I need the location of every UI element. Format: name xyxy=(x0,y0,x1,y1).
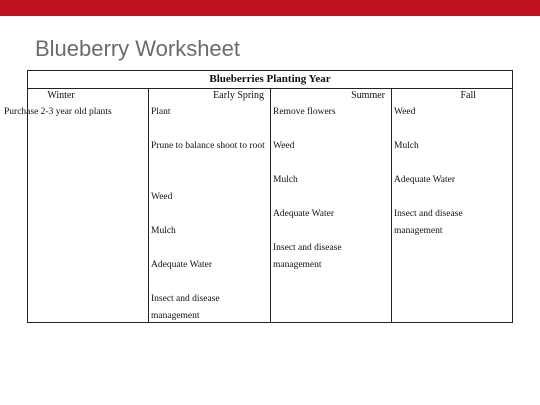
table-title: Blueberries Planting Year xyxy=(28,71,512,89)
column-early-spring xyxy=(148,88,270,322)
task-item: Adequate Water xyxy=(394,175,456,185)
task-item: Mulch xyxy=(394,141,419,151)
column-header-winter: Winter xyxy=(47,90,75,101)
task-item: Weed xyxy=(394,107,416,117)
column-header-summer: Summer xyxy=(351,90,385,101)
column-winter xyxy=(4,88,148,322)
task-item: Purchase 2-3 year old plants xyxy=(4,107,112,117)
task-item: Insect and disease management xyxy=(394,209,463,236)
task-item: Adequate Water xyxy=(151,260,213,270)
task-item: Remove flowers xyxy=(273,107,336,117)
column-header-early-spring: Early Spring xyxy=(213,90,264,101)
column-summer xyxy=(270,88,391,322)
task-item: Insect and disease management xyxy=(273,243,342,270)
task-item: Adequate Water xyxy=(273,209,335,219)
column-header-fall: Fall xyxy=(460,90,476,101)
slide-title: Blueberry Worksheet xyxy=(35,36,241,61)
task-item: Mulch xyxy=(151,226,176,236)
task-item: Prune to balance shoot to root xyxy=(151,141,265,151)
top-accent-bar xyxy=(0,0,540,16)
task-item: Weed xyxy=(151,192,173,202)
task-item: Plant xyxy=(151,107,171,117)
task-item: Mulch xyxy=(273,175,298,185)
planting-table xyxy=(4,70,513,323)
task-item: Weed xyxy=(273,141,295,151)
column-fall xyxy=(391,88,512,322)
task-item: Insect and disease management xyxy=(151,294,220,321)
